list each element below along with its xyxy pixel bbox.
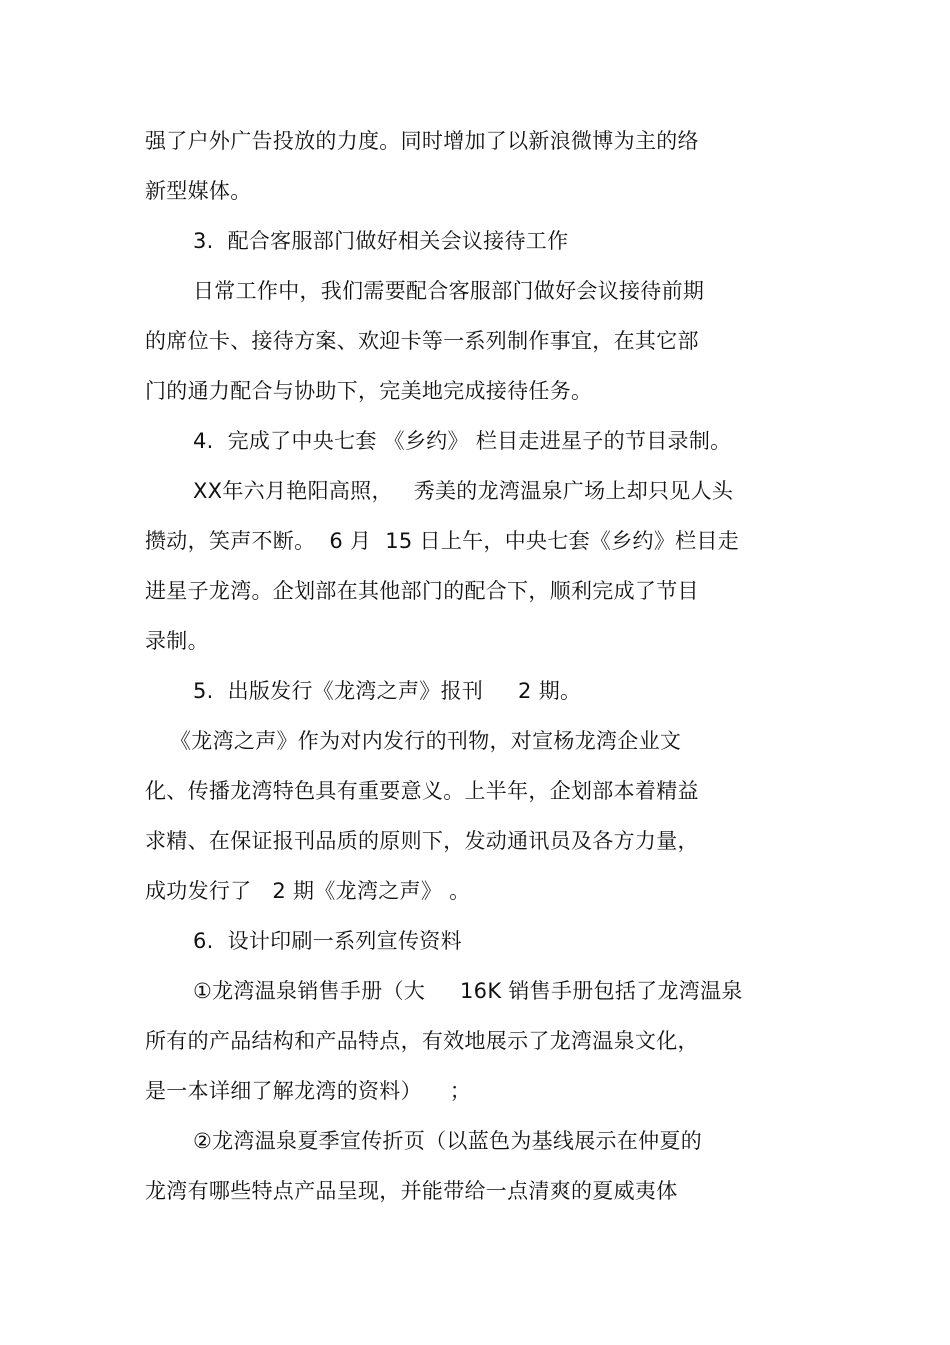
list-item-text: ①龙湾温泉销售手册（大 16K 销售手册包括了龙湾温泉 [193, 979, 743, 1003]
body-text-line: 求精、在保证报刊品质的原则下，发动通讯员及各方力量， [145, 829, 699, 853]
section-heading-6: 6. 设计印刷一系列宣传资料 [193, 929, 462, 953]
body-text-line: 化、传播龙湾特色具有重要意义。上半年，企划部本着精益 [145, 779, 699, 803]
body-text-line: 录制。 [145, 629, 209, 653]
list-item-text: ②龙湾温泉夏季宣传折页（以蓝色为基线展示在仲夏的 [193, 1129, 703, 1153]
section-heading-4: 4. 完成了中央七套 《乡约》 栏目走进星子的节目录制。 [193, 429, 732, 453]
body-text-line: 成功发行了 2 期《龙湾之声》 。 [145, 879, 471, 903]
section-heading-5: 5. 出版发行《龙湾之声》报刊 2 期。 [193, 679, 582, 703]
body-text-line: 的席位卡、接待方案、欢迎卡等一系列制作事宜，在其它部 [145, 329, 699, 353]
body-text-line: 门的通力配合与协助下，完美地完成接待任务。 [145, 379, 593, 403]
body-text-line: 攒动，笑声不断。 6 月 15 日上午，中央七套《乡约》栏目走 [145, 529, 740, 553]
body-text-line: 龙湾有哪些特点产品呈现，并能带给一点清爽的夏威夷体 [145, 1179, 678, 1203]
body-text-line: 是一本详细了解龙湾的资料） ； [145, 1079, 472, 1103]
body-text-line: 新型媒体。 [145, 179, 252, 203]
section-heading-3: 3. 配合客服部门做好相关会议接待工作 [193, 229, 569, 253]
body-text-line: 日常工作中，我们需要配合客服部门做好会议接待前期 [193, 279, 705, 303]
body-text-line: 强了户外广告投放的力度。同时增加了以新浪微博为主的络 [145, 129, 699, 153]
body-text-line: XX年六月艳阳高照， 秀美的龙湾温泉广场上却只见人头 [193, 479, 734, 503]
body-text-line: 《龙湾之声》作为对内发行的刊物，对宣杨龙湾企业文 [170, 729, 682, 753]
body-text-line: 进星子龙湾。企划部在其他部门的配合下，顺利完成了节目 [145, 579, 699, 603]
body-text-line: 所有的产品结构和产品特点，有效地展示了龙湾温泉文化， [145, 1029, 699, 1053]
